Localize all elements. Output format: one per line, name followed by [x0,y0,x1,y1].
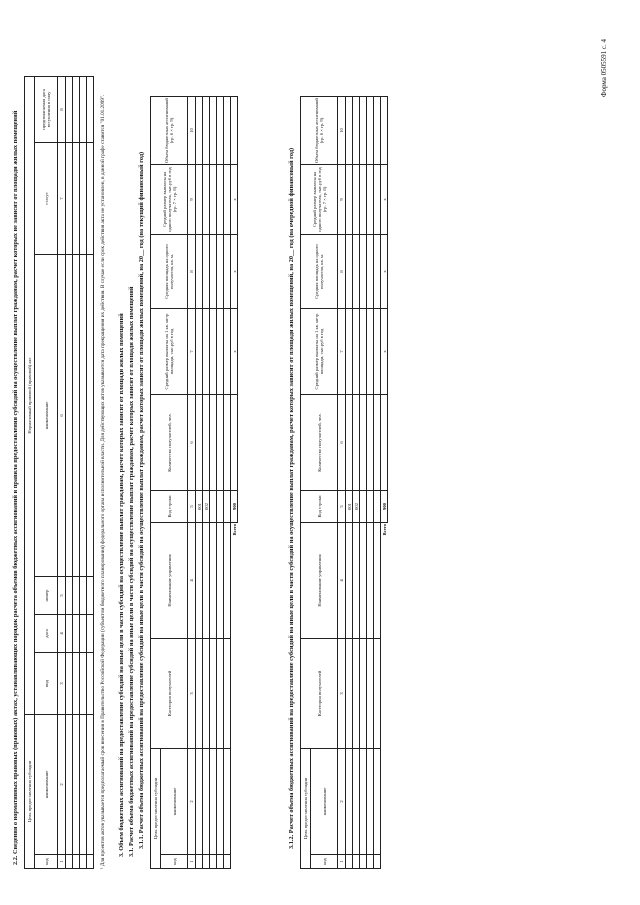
table-row [210,97,217,869]
acts-num-4: 4 [58,615,66,653]
acts-h-name: наименование [35,715,58,855]
acts-num-3: 3 [58,653,66,715]
acts-num-6: 6 [58,255,66,577]
section-3-1-1-title: 3.1.1. Расчет объема бюджетных ассигнований на предоставление субсидий на иные цели в части субсидий на осуществление выплат гражданам, расчет которых зависит от площади жилых помещений, на 20__ год (на текущий финансовый год) [138,151,145,849]
table-row [367,97,374,869]
next-total-x7: x [381,309,388,395]
next-h-line: Код строки [301,491,338,523]
acts-num-1: 1 [58,855,66,869]
section-3-1-title: 3.1. Расчет объема бюджетных ассигнований на предоставление субсидий на иные цели в части субсидий на осуществление выплат гражданам, расчет которых зависит от площади жилых помещений [128,286,135,857]
next-num-7: 7 [338,309,346,395]
table-row [374,97,381,869]
cur-num-1: 1 [188,855,196,869]
cur-h-line: Код строки [151,491,188,523]
acts-h-code: код [35,855,58,869]
next-num-9: 9 [338,165,346,235]
next-h-direction: Наименование управления [301,523,338,639]
table-row [203,97,210,869]
acts-num-5: 5 [58,577,66,615]
next-num-6: 6 [338,395,346,491]
footnote: ¹ Для проектов актов указывается предполагаемый срок внесения в Правительство Российской Федерации (субъектом бюджетного планирования) федерального органа исполнительной власти. Для действующих актов указывается дата прекращения их действия. В случае если срок действия акта не установлен, в данной графе ставится "01.01.2099". [100,94,106,869]
next-total-code: 900 [381,491,388,523]
table-row [217,97,224,869]
next-num-4: 4 [338,523,346,639]
table-row [196,97,203,869]
next-h-purpose: Цель предоставления субсидии [301,749,311,869]
acts-table [24,76,94,869]
next-h-code: код [311,855,338,869]
acts-h-kind: вид [35,653,58,715]
acts-num-2: 2 [58,715,66,855]
table-row [87,76,94,868]
table-row [346,97,353,869]
acts-h-act-name: наименование [35,255,58,577]
acts-h-purpose: Цель предоставления субсидии [25,715,35,869]
total-row [381,97,388,869]
cur-total-x8: x [231,235,238,309]
cur-total-code: 900 [231,491,238,523]
next-num-3: 3 [338,639,346,749]
next-total-x8: x [381,235,388,309]
table-row [224,97,231,869]
cur-h-avg-per: Средний размер выплаты на одного получателя, тыс.руб в год (гр. 7 × гр. 8) [151,165,188,235]
acts-h-act-group: Нормативный правовой (правовой) акт [25,76,35,714]
cur-h-total: Объем бюджетных ассигнований (гр. 6 × гр. 9) [151,97,188,165]
form-code: Форма 0505591 с. 4 [600,38,608,97]
next-h-category: Категория получателей [301,639,338,749]
cur-h-count: Количество получателей, чел. [151,395,188,491]
cur-h-avg-pay: Средний размер выплаты на 1 кв. метр площади, тыс.руб в год [151,309,188,395]
cur-total-label: Всего [231,524,237,536]
next-row-1-line: 001 [346,491,353,523]
section-2-2-title: 2.2. Сведения о нормативных правовых (правовых) актах, устанавливающих порядок расчета объемов бюджетных ассигнований и правила предоставления субсидий на осуществление выплат гражданам, расчет которых не зависит от площади жилых помещений [12,110,19,865]
total-row [231,97,238,869]
cur-row-1-line: 001 [196,491,203,523]
next-total-x9: x [381,165,388,235]
next-h-name: наименование [311,749,338,855]
cur-h-code: код [161,855,188,869]
section-3-title: 3. Объем бюджетных ассигнований на предоставление субсидий на иные цели в части субсидий на осуществление выплат гражданам, расчет которых зависит от площади жилых помещений [118,313,125,857]
cur-num-4: 4 [188,523,196,639]
cur-num-10: 10 [188,97,196,165]
acts-num-8: 8 [58,76,66,142]
cur-num-3: 3 [188,639,196,749]
next-num-5: 5 [338,491,346,523]
cur-num-9: 9 [188,165,196,235]
section-3-1-2-title: 3.1.2. Расчет объема бюджетных ассигнований на предоставление субсидий на иные цели в части субсидий на осуществление выплат гражданам, расчет которых зависит от площади жилых помещений, на 20__ год (на очередной финансовый год) [288,147,295,849]
next-h-total: Объем бюджетных ассигнований (гр. 6 × гр. 9) [301,97,338,165]
table-row [66,76,73,868]
acts-h-date: дата [35,615,58,653]
next-row-2-line: 002 [353,491,360,523]
next-num-8: 8 [338,235,346,309]
cur-total-x7: x [231,309,238,395]
cur-h-direction: Наименование управления [151,523,188,639]
cur-total-x9: x [231,165,238,235]
cur-num-2: 2 [188,749,196,855]
cur-row-2-line: 002 [203,491,210,523]
table-row [360,97,367,869]
next-num-10: 10 [338,97,346,165]
next-h-count: Количество получателей, чел. [301,395,338,491]
table-row [73,76,80,868]
cur-h-purpose: Цель предоставления субсидии [151,749,161,869]
acts-h-status: статус [35,143,58,255]
table-row [353,97,360,869]
cur-num-7: 7 [188,309,196,395]
cur-h-category: Категория получателей [151,639,188,749]
next-total-label: Всего [381,524,387,536]
next-num-2: 2 [338,749,346,855]
calc-table-current [150,96,238,869]
next-num-1: 1 [338,855,346,869]
next-h-avg-pay: Средний размер выплаты на 1 кв. метр площади, тыс.руб в год [301,309,338,395]
table-row [80,76,87,868]
cur-h-name: наименование [161,749,188,855]
acts-num-7: 7 [58,143,66,255]
cur-h-avg-area: Средняя площадь на одного получателя, кв. м. [151,235,188,309]
cur-num-8: 8 [188,235,196,309]
calc-table-next [300,96,388,869]
next-h-avg-per: Средний размер выплаты на одного получателя, тыс.руб в год (гр. 7 × гр. 8) [301,165,338,235]
cur-num-5: 5 [188,491,196,523]
cur-num-6: 6 [188,395,196,491]
acts-h-valid: предполагаемая дата вступления в силу [35,76,58,142]
acts-h-number: номер [35,577,58,615]
next-h-avg-area: Средняя площадь на одного получателя, кв. м. [301,235,338,309]
